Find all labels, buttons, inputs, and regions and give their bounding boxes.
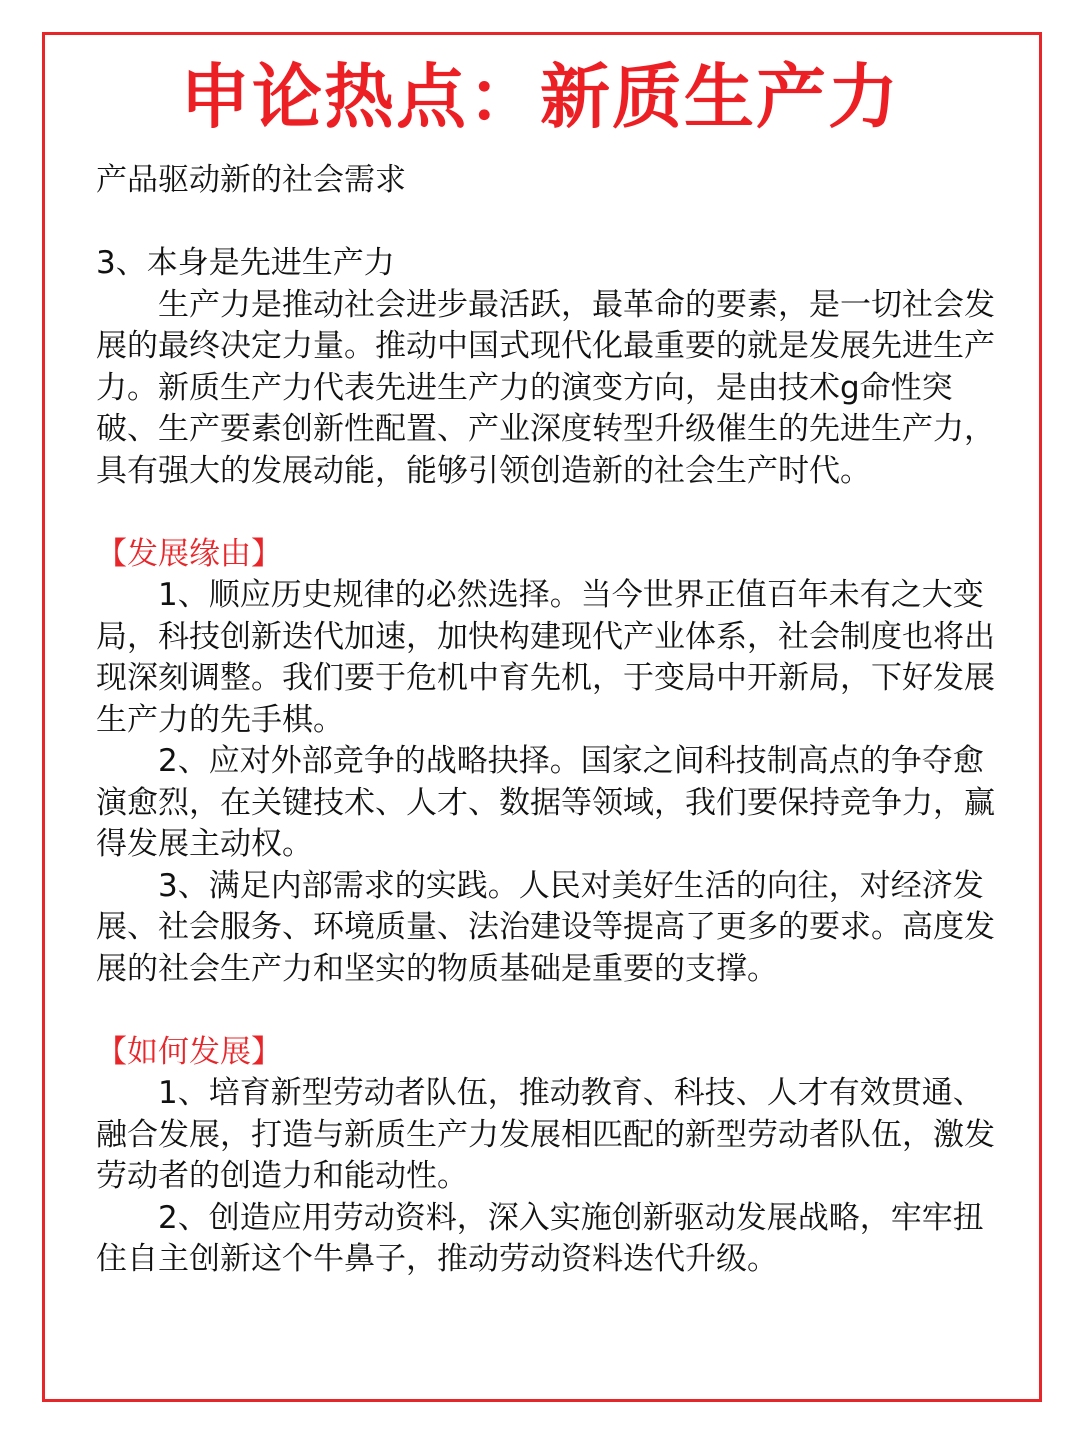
reason-item-1: 1、顺应历史规律的必然选择。当今世界正值百年未有之大变局，科技创新迭代加速，加快构建现代产业体系，社会制度也将出现深刻调整。我们要于危机中育先机，于变局中开新局，下好发展生产力的先手棋。 [96, 577, 995, 738]
article-body [96, 160, 1001, 1281]
reason-item-3: 3、满足内部需求的实践。人民对美好生活的向往，对经济发展、社会服务、环境质量、法治建设等提高了更多的要求。高度发展的社会生产力和坚实的物质基础是重要的支撑。 [96, 867, 995, 987]
section3-paragraph: 生产力是推动社会进步最活跃，最革命的要素，是一切社会发展的最终决定力量。推动中国式现代化最重要的就是发展先进生产力。新质生产力代表先进生产力的演变方向，是由技术g命性突破、生产要素创新性配置、产业深度转型升级催生的先进生产力，具有强大的发展动能，能够引领创造新的社会生产时代。 [96, 286, 995, 489]
how-item-2: 2、创造应用劳动资料，深入实施创新驱动发展战略，牢牢扭住自主创新这个牛鼻子，推动劳动资料迭代升级。 [96, 1199, 984, 1277]
section3-heading: 3、本身是先进生产力 [96, 245, 395, 281]
spacer [96, 202, 1001, 244]
how-item-1: 1、培育新型劳动者队伍，推动教育、科技、人才有效贯通、融合发展，打造与新质生产力发展相匹配的新型劳动者队伍，激发劳动者的创造力和能动性。 [96, 1075, 995, 1194]
reason-item-2: 2、应对外部竞争的战略抉择。国家之间科技制高点的争夺愈演愈烈，在关键技术、人才、数据等领域，我们要保持竞争力，赢得发展主动权。 [96, 743, 995, 862]
intro-line: 产品驱动新的社会需求 [96, 162, 406, 198]
reasons-heading: 【发展缘由】 [96, 535, 282, 572]
spacer [96, 492, 1001, 534]
how-heading: 【如何发展】 [96, 1033, 282, 1070]
spacer [96, 990, 1001, 1032]
page-title: 申论热点：新质生产力 [180, 56, 900, 138]
